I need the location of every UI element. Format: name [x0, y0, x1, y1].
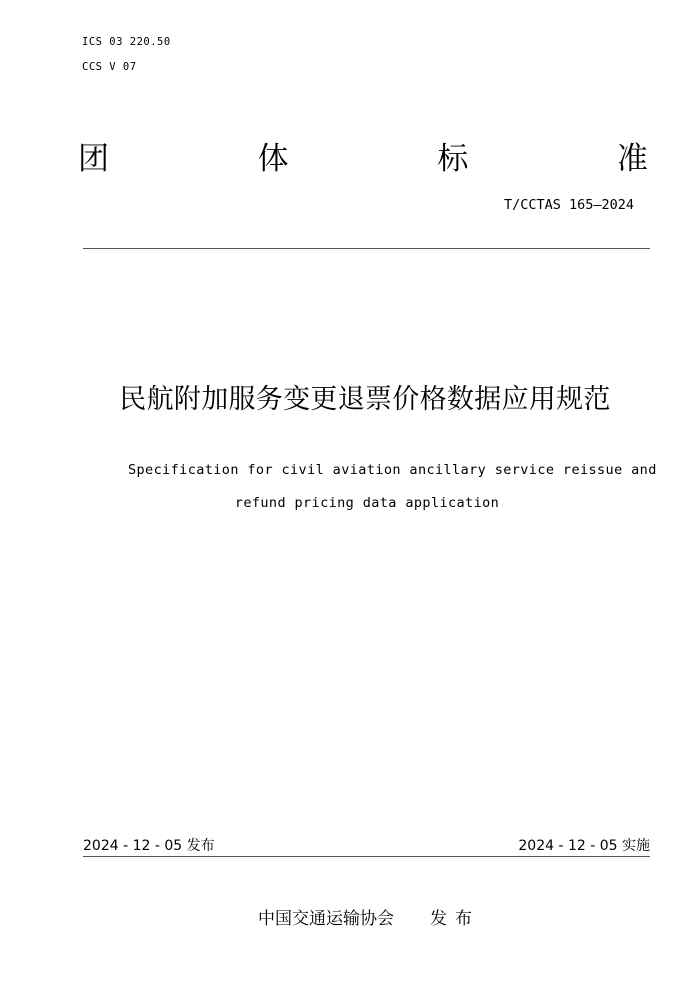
ics-code: ICS 03 220.50 — [82, 36, 171, 48]
standard-type-char: 团 — [78, 141, 109, 177]
bottom-divider — [83, 856, 650, 857]
standard-type-char: 体 — [257, 141, 289, 177]
implementation-date: 2024 - 12 - 05 实施 — [518, 838, 650, 854]
standard-number: T/CCTAS 165—2024 — [503, 197, 634, 213]
ccs-code: CCS V 07 — [82, 61, 137, 73]
standard-type-char: 准 — [616, 141, 648, 177]
document-title-en-line1: Specification for civil aviation ancillary service reissue and — [128, 462, 657, 478]
standard-type-char: 标 — [437, 141, 469, 177]
document-title-zh: 民航附加服务变更退票价格数据应用规范 — [119, 384, 611, 415]
publisher-name: 中国交通运输协会 — [258, 909, 394, 929]
publisher-line — [258, 904, 480, 929]
standard-type-heading — [78, 133, 648, 178]
publisher-action: 发布 — [430, 909, 480, 929]
top-divider — [83, 248, 650, 249]
document-title-en-line2: refund pricing data application — [234, 495, 500, 511]
release-date: 2024 - 12 - 05 发布 — [83, 838, 215, 854]
